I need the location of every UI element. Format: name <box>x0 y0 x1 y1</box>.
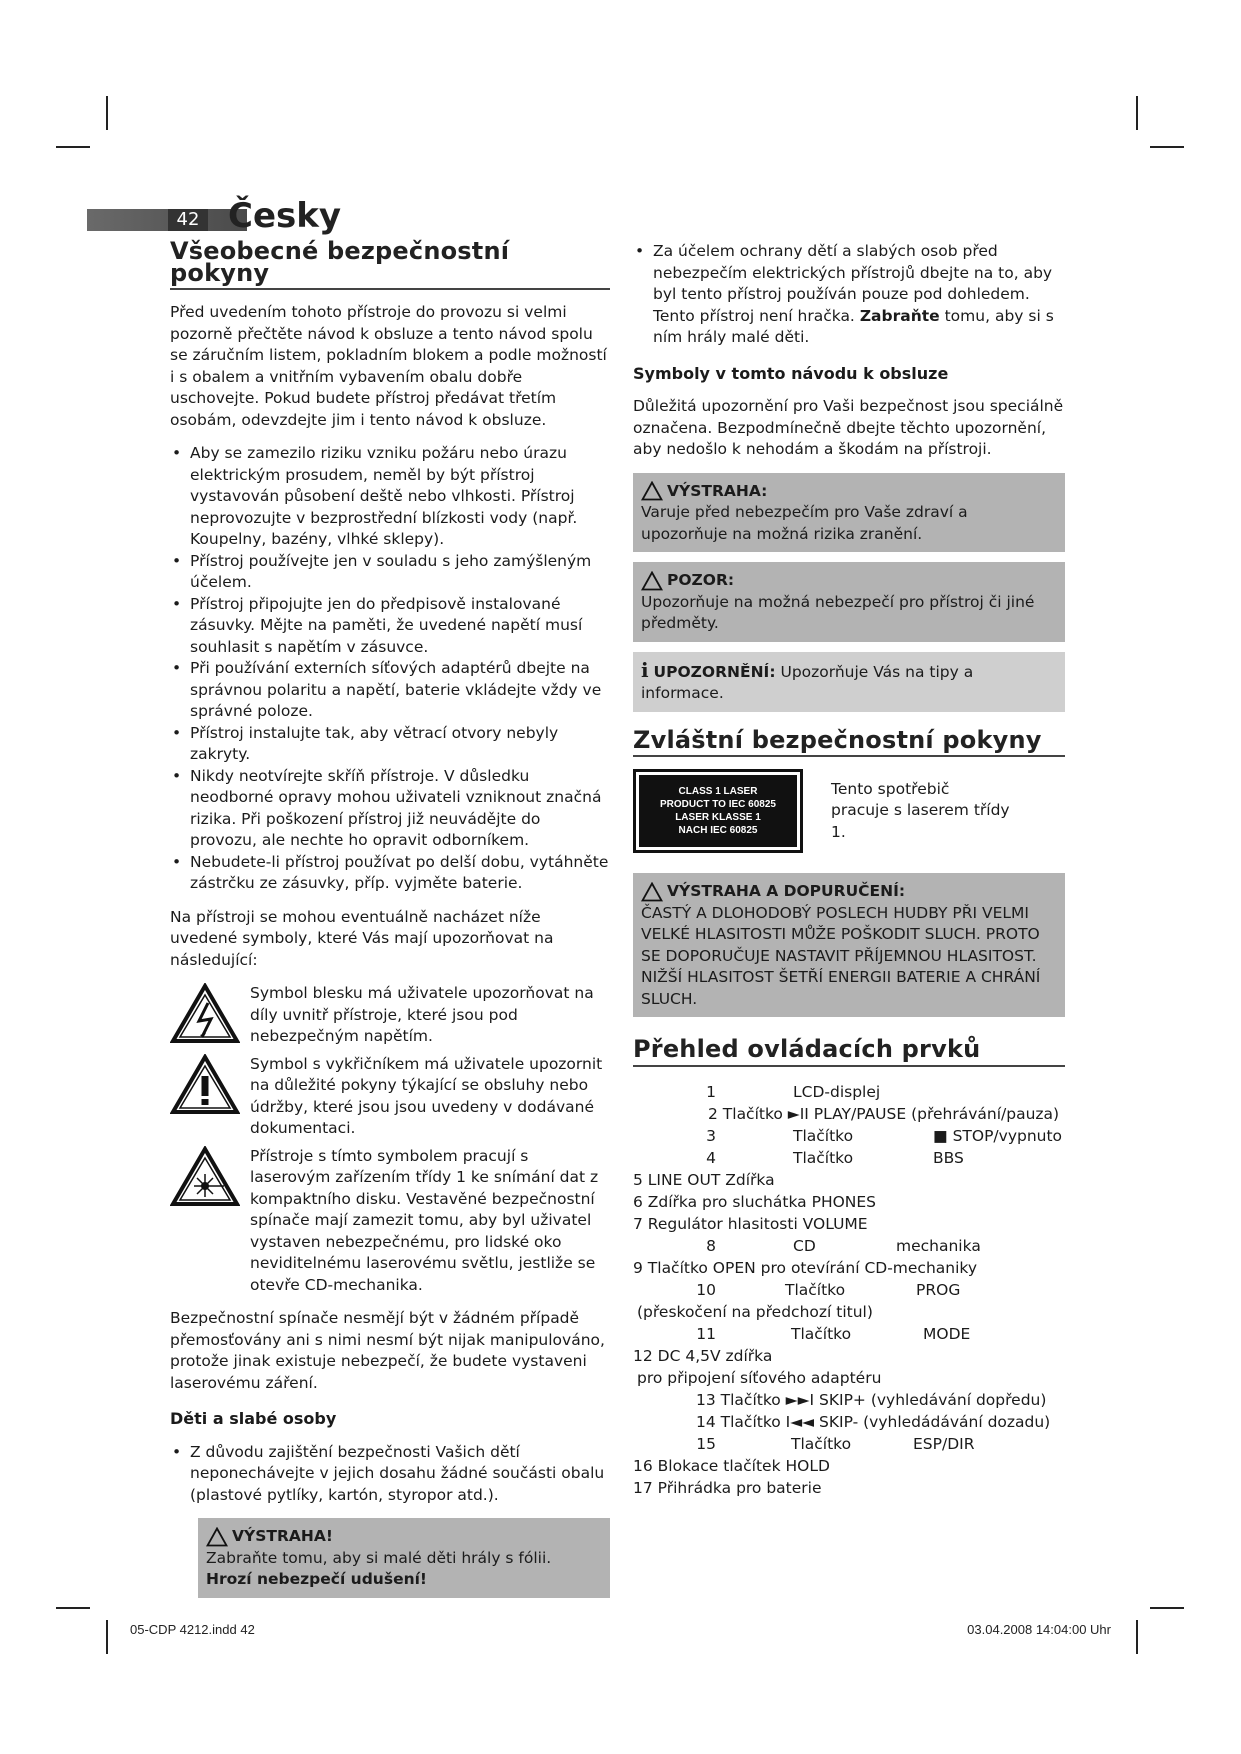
warning-box-title <box>206 1526 602 1548</box>
crop-mark <box>1136 96 1138 130</box>
header-bar <box>87 209 247 231</box>
crop-mark <box>106 96 108 130</box>
crop-mark <box>1150 1607 1184 1609</box>
crop-mark <box>1136 1620 1138 1654</box>
list-item: 2 Tlačítko ►II PLAY/PAUSE (přehrávání/pauza) <box>708 1104 1060 1123</box>
list-item: 7 Regulátor hlasitosti VOLUME <box>633 1214 868 1233</box>
list-item: • Nikdy neotvírejte skříň přístroje. V důsledku neodborné opravy mohou uživateli vzniknout značná rizika. Při poškození přístroj již neuvádějte do provozu, ale nechte ho opravit odborníkem. <box>170 766 610 852</box>
box-text: Varuje před nebezpečím pro Vaše zdraví a upozorňuje na možná rizika zranění. <box>641 503 968 543</box>
laser-label-row <box>633 769 1065 853</box>
lightning-warning-icon <box>170 983 240 1045</box>
page-number: 42 <box>168 209 208 231</box>
list-item: (přeskočení na předchozí titul) <box>637 1302 873 1321</box>
footer-timestamp: 03.04.2008 14:04:00 Uhr <box>967 1622 1111 1637</box>
symbol-row <box>170 983 610 1048</box>
general-safety-heading: Všeobecné bezpečnostní pokyny <box>170 241 610 290</box>
symbols-heading: Symboly v tomto návodu k obsluze <box>633 363 949 383</box>
crop-mark <box>56 1607 90 1609</box>
warning-triangle-icon <box>641 571 663 591</box>
laser-class-label: CLASS 1 LASER PRODUCT TO IEC 60825 LASER KLASSE 1 NACH IEC 60825 <box>633 769 803 853</box>
language-title: Česky <box>228 196 342 236</box>
safety-switch-paragraph: Bezpečnostní spínače nesmějí být v žádném případě přemosťovány ani s nimi nesmí být nijak manipulováno, protože jinak existuje nebezpečí, že budete vystaveni laserovému záření. <box>170 1309 605 1392</box>
symbol-description: Symbol s vykřičníkem má uživatele upozornit na důležité pokyny týkající se obsluhy nebo údržby, které jsou jsou uvedeny v dodávané dokumentaci. <box>250 1054 603 1137</box>
recommendation-box-title: VÝSTRAHA A DOPURUČENÍ: <box>641 881 1057 903</box>
children-list <box>170 1442 610 1507</box>
symbols-intro: Na přístroji se mohou eventuálně nacházet níže uvedené symboly, které Vás mají upozorňovat na následující: <box>170 907 554 969</box>
list-item: 16 Blokace tlačítek HOLD <box>633 1456 830 1475</box>
symbol-description: Přístroje s tímto symbolem pracují s laserovým zařízením třídy 1 ke snímání dat z kompaktního disku. Vestavěné bezpečnostní spínače mají zamezit tomu, aby byl uživatel vystaven nebezpečnému, pro lidské oko neviditelnému laserovému světlu, jestliže se otevře CD-mechanika. <box>250 1146 599 1294</box>
warning-triangle-icon <box>641 481 663 501</box>
warning-box <box>633 473 1065 553</box>
children-heading: Děti a slabé osoby <box>170 1409 337 1428</box>
warning-triangle-icon <box>206 1527 228 1547</box>
list-item: • Za účelem ochrany dětí a slabých osob před nebezpečím elektrických přístrojů dbejte na to, aby byl tento přístroj používán pouze pod dohledem. Tento přístroj není hračka. Zabraňte tomu, aby si s ním hrály malé děti. <box>633 241 1065 349</box>
symbol-row <box>170 1146 610 1297</box>
list-item: • Nebudete-li přístroj používat po delší dobu, vytáhněte zástrčku ze zásuvky, příp. vyjměte baterie. <box>170 852 610 895</box>
right-column <box>633 241 1065 1499</box>
list-item: 1 LCD-displej <box>706 1082 881 1101</box>
list-item: 8 CD mechanika <box>706 1236 981 1255</box>
exclamation-warning-icon <box>170 1054 240 1116</box>
list-item: • Aby se zamezilo riziku vzniku požáru nebo úrazu elektrickým prosudem, neměl by být přístroj vystavován působení deště nebo vlhkosti. Přístroj neprovozujte v bezprostřední blízkosti vody (např. Koupelny, bazény, vlhké sklepy). <box>170 443 610 551</box>
list-item: 6 Zdířka pro sluchátka PHONES <box>633 1192 877 1211</box>
list-item: 3 Tlačítko ■ STOP/vypnuto <box>706 1126 1063 1145</box>
crop-mark <box>56 146 90 148</box>
list-item: 10 Tlačítko PROG <box>696 1280 961 1299</box>
list-item: 13 Tlačítko ►►I SKIP+ (vyhledávání dopředu) <box>696 1390 1047 1409</box>
symbol-row <box>170 1054 610 1140</box>
caution-box <box>633 562 1065 642</box>
warning-line: Zabraňte tomu, aby si malé děti hrály s fólii. <box>206 1548 552 1567</box>
list-item: 4 Tlačítko BBS <box>706 1148 964 1167</box>
laser-text: Tento spotřebič pracuje s laserem třídy 1. <box>831 779 1010 841</box>
caution-box-title: POZOR: <box>641 570 1057 592</box>
list-item: • Z důvodu zajištění bezpečnosti Vašich dětí neponechávejte v jejich dosahu žádné součásti obalu (plastové pytlíky, kartón, styropor atd.). <box>170 1442 610 1507</box>
laser-warning-icon <box>170 1146 240 1208</box>
box-text: Upozorňuje na možná nebezpečí pro přístroj či jiné předměty. <box>641 592 1035 632</box>
list-item: 14 Tlačítko I◄◄ SKIP- (vyhledádávání dozadu) <box>696 1412 1051 1431</box>
list-item: 11 Tlačítko MODE <box>696 1324 971 1343</box>
children-list-continued <box>633 241 1065 349</box>
warning-box-title: VÝSTRAHA: <box>641 481 1057 503</box>
symbols-text: Důležitá upozornění pro Vaši bezpečnost jsou speciálně označena. Bezpodmínečně dbejte těchto upozornění, aby nedošlo k nehodám a škodám na přístroji. <box>633 397 1064 458</box>
box-text: ČASTÝ A DLOHODOBÝ POSLECH HUDBY PŘI VELMI VELKÉ HLASITOSTI MŮŽE POŠKODIT SLUCH. PROTO SE DOPORUČUJE NASTAVIT PŘÍJEMNOU HLASITOST. NIŽŠÍ HLASITOST ŠETŘÍ ENERGII BATERIE A CHRÁNÍ SLUCH. <box>641 903 1041 1008</box>
list-item: 12 DC 4,5V zdířka <box>633 1346 773 1365</box>
warning-title-text: VÝSTRAHA! <box>232 1527 333 1545</box>
symbol-description: Symbol blesku má uživatele upozorňovat na díly uvnitř přístroje, které jsou pod nebezpečným napětím. <box>250 984 594 1045</box>
list-item: 5 LINE OUT Zdířka <box>633 1170 775 1189</box>
info-icon: i <box>641 657 649 682</box>
crop-mark <box>1150 146 1184 148</box>
controls-list <box>633 1081 1065 1499</box>
warning-line-bold: Hrozí nebezpečí udušení! <box>206 1570 427 1588</box>
intro-paragraph: Před uvedením tohoto přístroje do provozu si velmi pozorně přečtěte návod k obsluze a tento návod spolu se záručním listem, pokladním blokem a podle možností i s obalem a vnitřním vybavením obalu dobře uschovejte. Pokud budete přístroj předávat třetím osobám, odevzdejte jim i tento návod k obsluze. <box>170 303 607 429</box>
list-item: • Přístroj instalujte tak, aby větrací otvory nebyly zakryty. <box>170 723 610 766</box>
footer-file-info: 05-CDP 4212.indd 42 <box>130 1622 255 1637</box>
list-item: • Při používání externích síťových adaptérů dbejte na správnou polaritu a napětí, baterie vkládejte vždy ve správné poloze. <box>170 658 610 723</box>
warning-box <box>198 1518 610 1598</box>
list-item: 9 Tlačítko OPEN pro otevírání CD-mechaniky <box>633 1258 978 1277</box>
note-box: i UPOZORNĚNÍ: Upozorňuje Vás na tipy a informace. <box>633 652 1065 712</box>
list-item: • Přístroj připojujte jen do předpisově instalované zásuvky. Mějte na paměti, že uvedené napětí musí souhlasit s napětím v zásuvce. <box>170 594 610 659</box>
list-item: • Přístroj používejte jen v souladu s jeho zamýšleným účelem. <box>170 551 610 594</box>
left-column <box>170 237 610 1598</box>
special-safety-heading: Zvláštní bezpečnostní pokyny <box>633 730 1065 758</box>
safety-bullet-list <box>170 443 610 895</box>
controls-heading: Přehled ovládacích prvků <box>633 1039 1065 1067</box>
recommendation-box <box>633 873 1065 1017</box>
list-item: 15 Tlačítko ESP/DIR <box>696 1434 975 1453</box>
crop-mark <box>106 1620 108 1654</box>
warning-triangle-icon <box>641 882 663 902</box>
list-item: 17 Přihrádka pro baterie <box>633 1478 822 1497</box>
list-item: pro připojení síťového adaptéru <box>637 1368 882 1387</box>
